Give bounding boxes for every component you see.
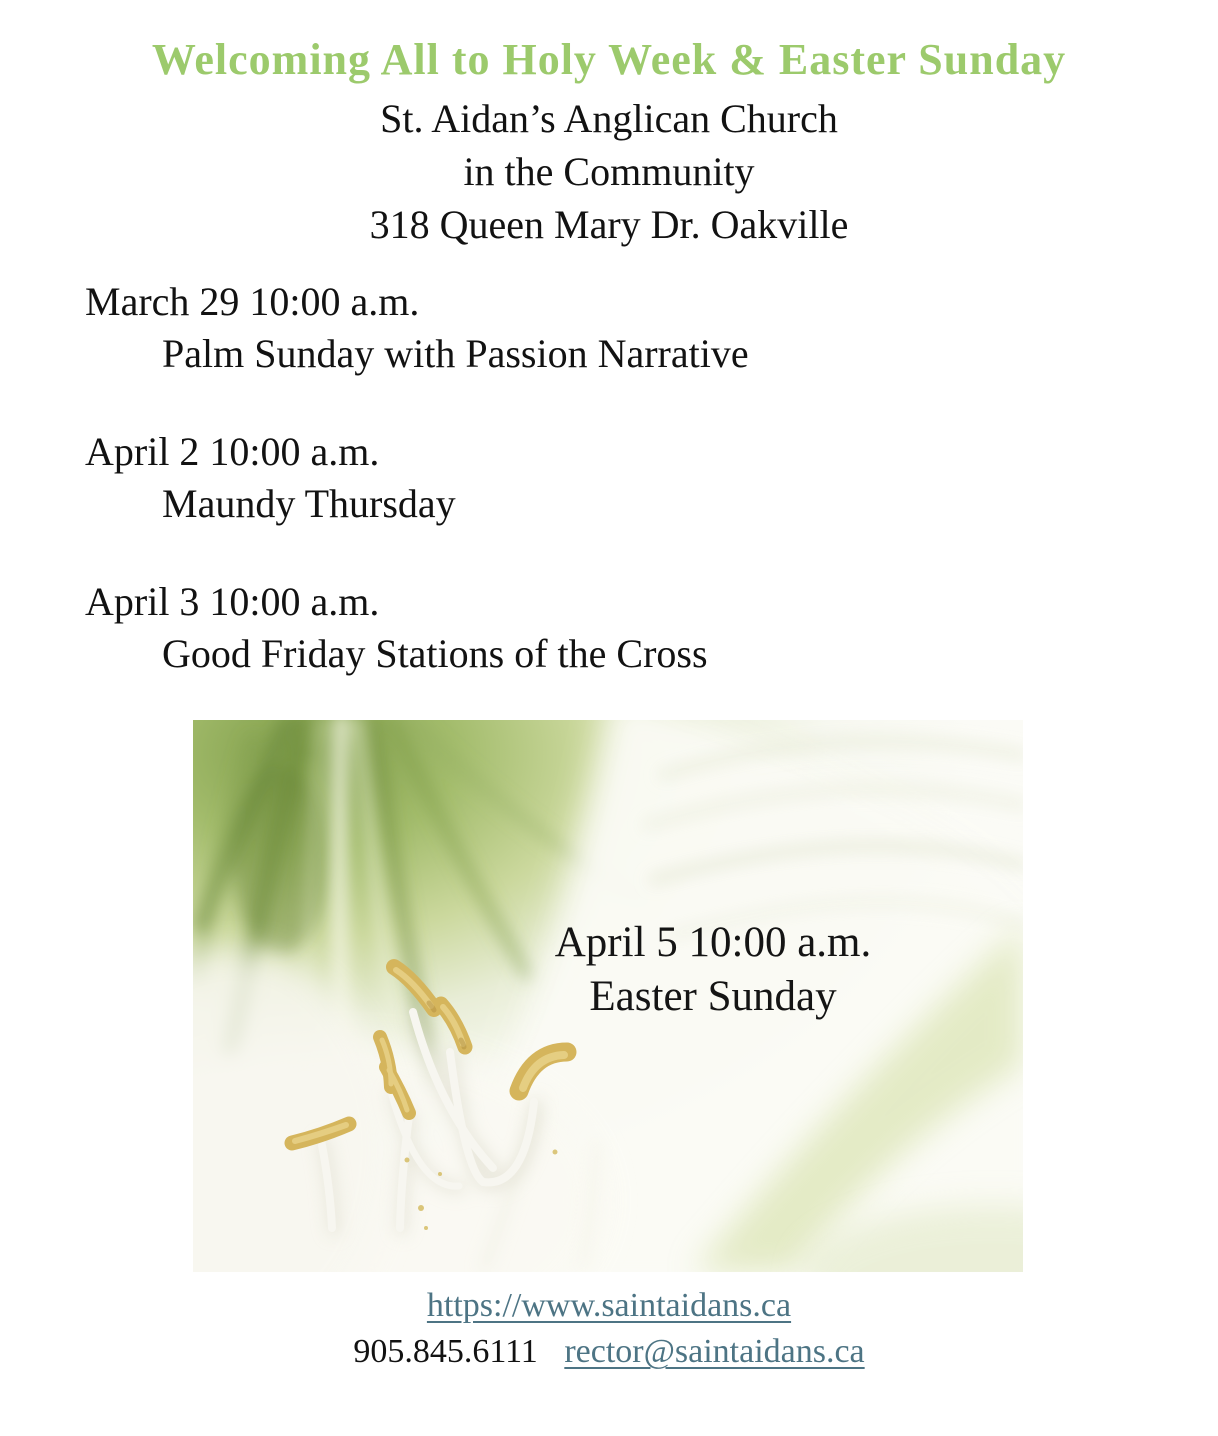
website-row (0, 1286, 1218, 1326)
service-datetime: April 3 10:00 a.m. (85, 579, 380, 624)
phone-number: 905.845.6111 (353, 1333, 538, 1370)
easter-service-name: Easter Sunday (589, 973, 837, 1020)
email-link[interactable]: rector@saintaidans.ca (564, 1333, 865, 1370)
service-name: Good Friday Stations of the Cross (162, 631, 708, 676)
service-datetime: April 2 10:00 a.m. (85, 429, 380, 474)
schedule-entry (85, 576, 1135, 680)
schedule-entry (85, 426, 1135, 530)
easter-service-overlay (423, 916, 1003, 1024)
service-name: Maundy Thursday (162, 481, 456, 526)
easter-lily-photo (193, 720, 1023, 1272)
easter-service-datetime: April 5 10:00 a.m. (554, 919, 872, 966)
church-street-address: 318 Queen Mary Dr. Oakville (369, 202, 849, 247)
service-datetime: March 29 10:00 a.m. (85, 279, 420, 324)
church-tagline: in the Community (463, 149, 755, 194)
contact-row (0, 1332, 1218, 1372)
website-link[interactable]: https://www.saintaidans.ca (426, 1287, 792, 1324)
page-title: Welcoming All to Holy Week & Easter Sunday (151, 35, 1067, 84)
service-name: Palm Sunday with Passion Narrative (162, 331, 749, 376)
church-address-block (0, 92, 1218, 251)
church-name: St. Aidan’s Anglican Church (380, 96, 838, 141)
schedule-entry (85, 276, 1135, 380)
